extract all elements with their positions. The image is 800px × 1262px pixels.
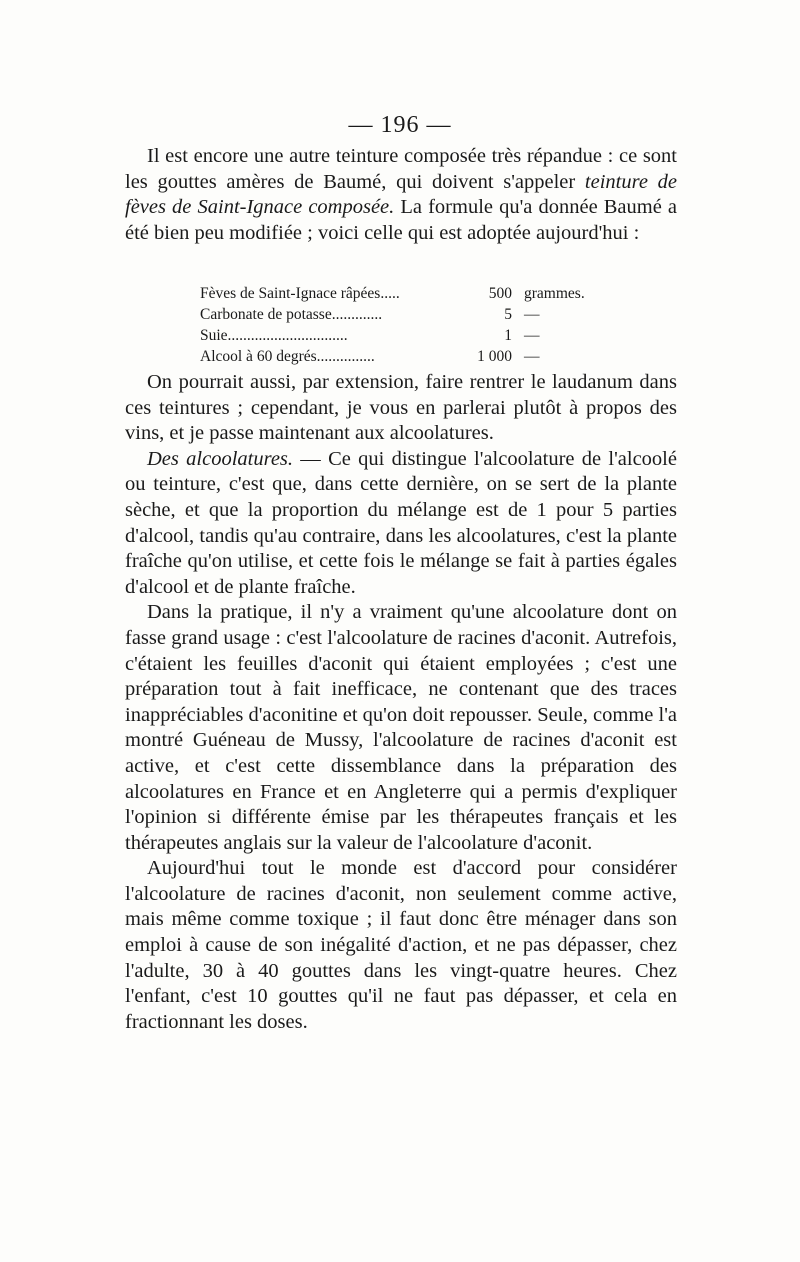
page-number: — 196 — [348, 112, 452, 138]
main-text-block [125, 370, 677, 1035]
recipe-quantity: 1 [504, 327, 512, 344]
recipe-ingredient: Suie............................... [200, 327, 348, 344]
section-heading-alcoolatures: Des alcoolatures. [147, 447, 294, 470]
paragraph-teinture-after: La formule qu'a donnée Baumé a été bien peu modifiée ; voici celle qui est adoptée aujourd'hui : [125, 196, 678, 244]
recipe-row [200, 325, 620, 346]
paragraph-aconit-pratique: Dans la pratique, il n'y a vraiment qu'une alcoolature dont on fasse grand usage : c'est l'alcoolature de racines d'aconit. Autrefois, c'étaient les feuilles d'aconit qui étaient employées ; c'est une préparation tout à fait inefficace, ne contenant que des traces inappréciables d'aconitine et qu'on doit repousser. Seule, comme l'a montré Guéneau de Mussy, l'alcoolature de racines d'aconit est active, et c'est cette dissemblance dans la préparation des alcoolatures en France et en Angleterre qui a permis d'expliquer l'opinion si différente émise par les thérapeutes français et les thérapeutes anglais sur la valeur de l'alcoolature d'aconit. [125, 601, 677, 854]
recipe-quantity: 500 [488, 285, 512, 302]
paragraph-alcoolatures-text: — Ce qui distingue l'alcoolature de l'alcoolé ou teinture, c'est que, dans cette dernière, on se sert de la plante sèche, et que la proportion du mélange est de 1 pour 5 parties d'alcool, tandis qu'au contraire, dans les alcoolatures, c'est la plante fraîche qu'on utilise, et cette fois le mélange se fait à parties égales d'alcool et de plante fraîche. [125, 447, 677, 598]
paragraph-teinture-italic: teinture de fèves de Saint-Ignace composée. [125, 170, 677, 219]
recipe-ingredient: Alcool à 60 degrés............... [200, 348, 375, 365]
paragraph-alcoolatures [125, 447, 677, 601]
recipe-unit: — [524, 306, 540, 323]
recipe-quantity: 5 [504, 306, 512, 323]
recipe-ingredient: Fèves de Saint-Ignace râpées..... [200, 285, 400, 302]
recipe-unit: — [524, 327, 540, 344]
recipe-row [200, 283, 620, 304]
paragraph-aconit-dosage: Aujourd'hui tout le monde est d'accord pour considérer l'alcoolature de racines d'aconit, non seulement comme active, mais même comme toxique ; il faut donc être ménager dans son emploi à cause de son inégalité d'action, et ne pas dépasser, chez l'adulte, 30 à 40 gouttes dans les vingt-quatre heures. Chez l'enfant, c'est 10 gouttes qu'il ne faut pas dépasser, et cela en fractionnant les doses. [125, 857, 677, 1033]
recipe-row [200, 304, 620, 325]
paragraph-teinture [125, 144, 677, 246]
recipe-unit: grammes. [524, 285, 585, 302]
recipe-table [200, 283, 620, 367]
intro-text-block [125, 144, 677, 246]
paragraph-teinture-text: Il est encore une autre teinture composée très répandue : ce sont les gouttes amères de Baumé, qui doivent s'appeler [125, 145, 677, 193]
recipe-row [200, 346, 620, 367]
recipe-ingredient: Carbonate de potasse............. [200, 306, 383, 323]
recipe-quantity: 1 000 [477, 348, 512, 365]
paragraph-laudanum: On pourrait aussi, par extension, faire rentrer le laudanum dans ces teintures ; cependant, je vous en parlerai plutôt à propos des vins, et je passe maintenant aux alcoolatures. [125, 371, 677, 445]
recipe-unit: — [524, 348, 540, 365]
